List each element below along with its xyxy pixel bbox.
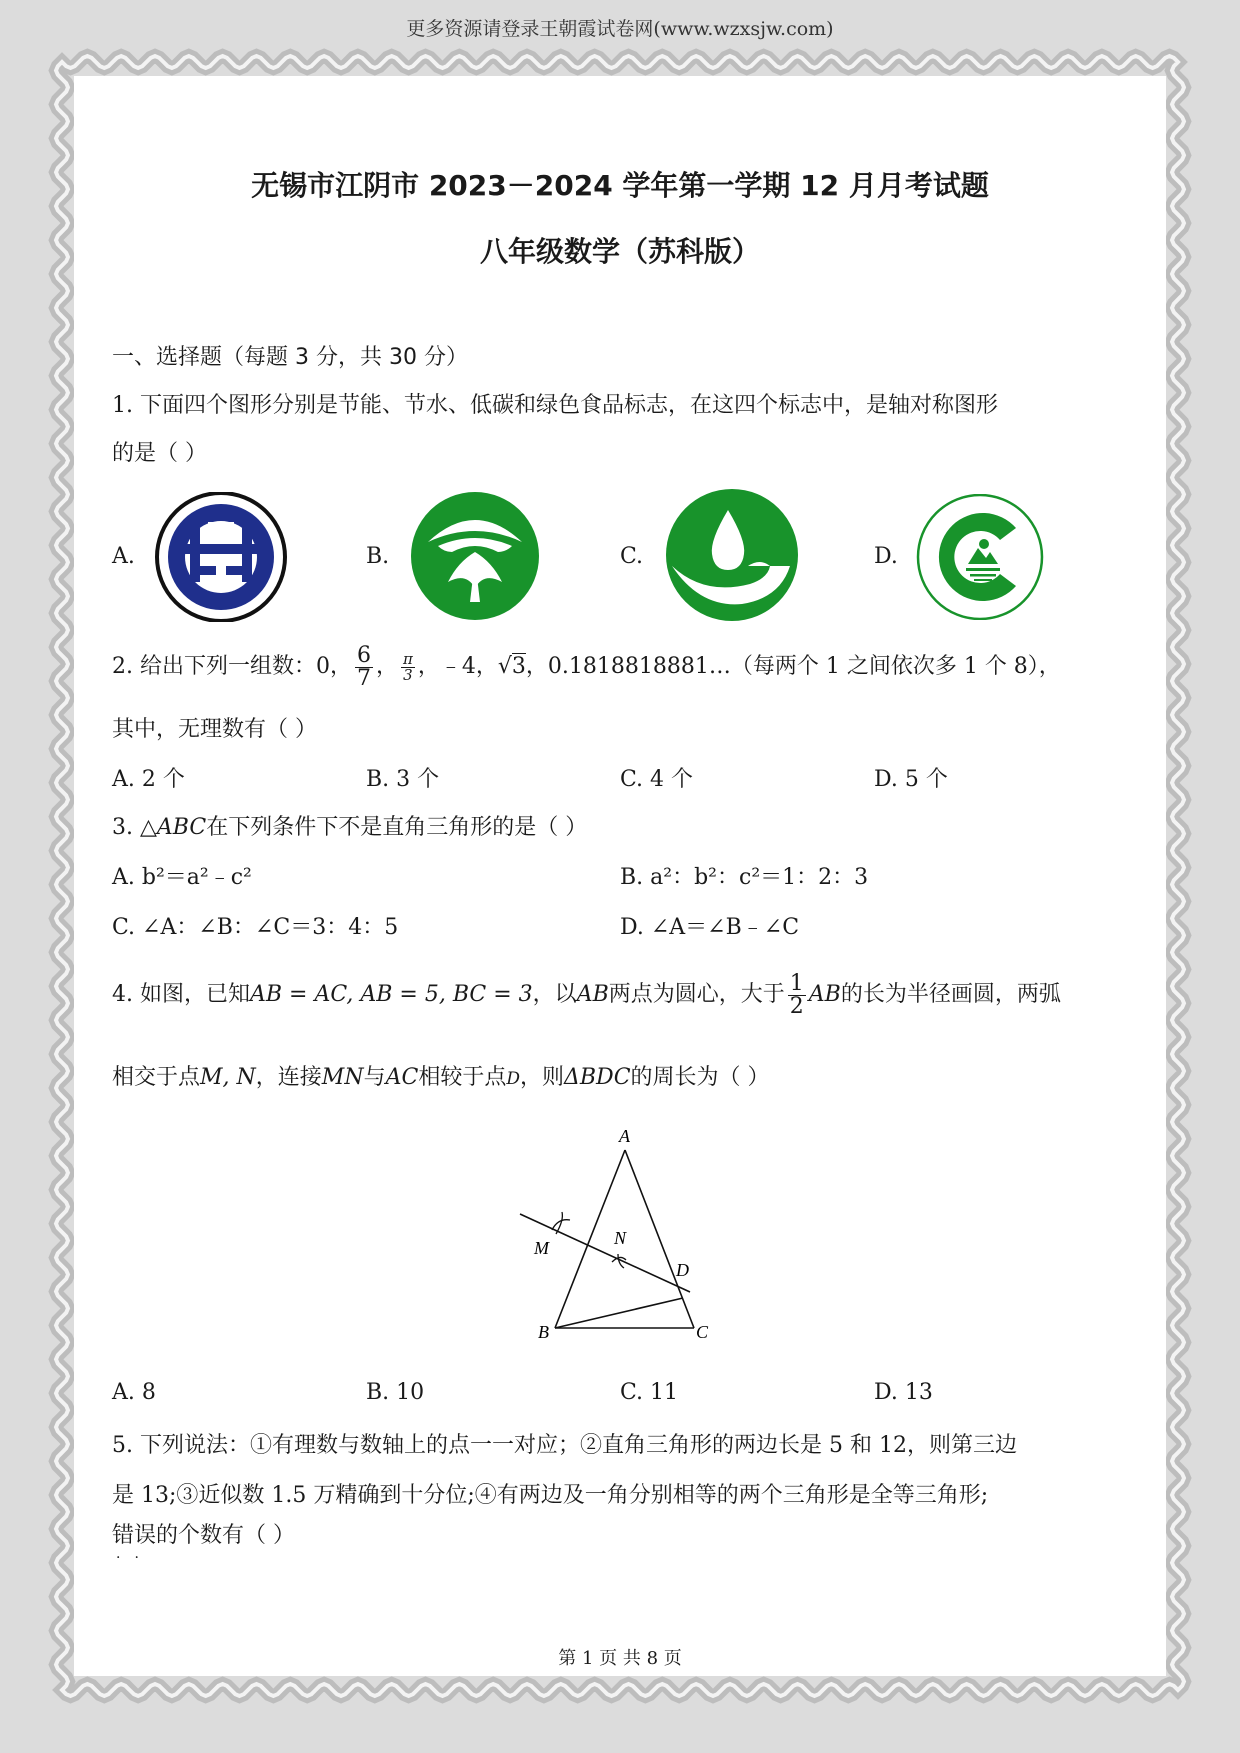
q4-l1-b: ，以 bbox=[532, 982, 577, 1007]
q4-triangle-figure bbox=[500, 1120, 740, 1350]
q5-line2: 是 13;③近似数 1.5 万精确到十分位;④有两边及一角分别相等的两个三角形是全等三角形; bbox=[112, 1483, 989, 1508]
q2-option-b: B. 3 个 bbox=[366, 767, 440, 792]
q3-num: 3. △ bbox=[112, 815, 157, 840]
page-footer: 第 1 页 共 8 页 bbox=[558, 1648, 682, 1669]
q5-line3: 错误的个数有（ ） bbox=[112, 1523, 295, 1548]
q4-l2-ac: AC bbox=[385, 1065, 419, 1090]
q3-option-b: B. a²：b²：c²＝1：2：3 bbox=[620, 865, 869, 890]
label-m: M bbox=[534, 1238, 549, 1258]
q3-option-d: D. ∠A＝∠B﹣∠C bbox=[620, 915, 800, 940]
q4-option-c: C. 11 bbox=[620, 1380, 679, 1405]
q2-option-d: D. 5 个 bbox=[874, 767, 948, 792]
q4-line2 bbox=[112, 1060, 770, 1091]
q2-frac1-denominator: 7 bbox=[356, 665, 371, 691]
q1-option-b-label: B. bbox=[366, 544, 390, 569]
q5-line1: 5. 下列说法：①有理数与数轴上的点一一对应；②直角三角形的两边长是 5 和 12，则第三边 bbox=[112, 1433, 1017, 1458]
q3-option-c: C. ∠A：∠B：∠C＝3：4：5 bbox=[112, 915, 399, 940]
q1-option-c-label: C. bbox=[620, 544, 644, 569]
green-food-logo bbox=[408, 490, 542, 622]
q4-l2-c: 与 bbox=[363, 1065, 386, 1090]
q2-stem: 2. 给出下列一组数：0， $\frac{6}{7}$ ， $\frac{\pi}{3}$ ，﹣4，√3，0.1818818881…（每两个 1 之间依次多 1 个 8）， bbox=[112, 642, 1061, 691]
low-carbon-logo bbox=[916, 494, 1044, 620]
q2-prefix: 2. 给出下列一组数：0， bbox=[112, 654, 352, 679]
q1-line1: 1. 下面四个图形分别是节能、节水、低碳和绿色食品标志，在这四个标志中，是轴对称图形 bbox=[112, 393, 998, 418]
page-title: 无锡市江阴市 2023－2024 学年第一学期 12 月月考试题 bbox=[251, 169, 989, 202]
q4-l1-d: 的长为半径画圆，两弧 bbox=[840, 982, 1061, 1007]
q2-frac2-numerator: π bbox=[403, 649, 413, 668]
label-b: B bbox=[538, 1322, 549, 1342]
q4-option-d: D. 13 bbox=[874, 1380, 933, 1405]
q2-fraction-six-sevenths bbox=[355, 642, 373, 691]
segment-bd bbox=[555, 1298, 683, 1328]
q4-line1 bbox=[112, 964, 1061, 1026]
q2-frac1-numerator: 6 bbox=[356, 642, 371, 668]
section-heading: 一、选择题（每题 3 分，共 30 分） bbox=[112, 345, 468, 370]
label-d: D bbox=[676, 1260, 689, 1280]
q4-l1-eq: AB = AC, AB = 5, BC = 3 bbox=[249, 982, 533, 1007]
label-n: N bbox=[614, 1228, 627, 1248]
q4-l2-tri: ΔBDC bbox=[564, 1065, 631, 1090]
page-subtitle: 八年级数学（苏科版） bbox=[479, 235, 760, 268]
q1-line2: 的是（ ） bbox=[112, 441, 207, 466]
q2-sqrt: √3 bbox=[497, 654, 526, 679]
q2-option-c: C. 4 个 bbox=[620, 767, 694, 792]
label-a: A bbox=[619, 1126, 630, 1146]
q4-option-b: B. 10 bbox=[366, 1380, 425, 1405]
label-c: C bbox=[696, 1322, 709, 1342]
q4-option-a: A. 8 bbox=[112, 1380, 156, 1405]
q4-l2-mn2: MN bbox=[321, 1065, 364, 1090]
q4-l1-a: 4. 如图，已知 bbox=[112, 982, 250, 1007]
q3-stem bbox=[112, 810, 587, 841]
emphasis-dots: ·· bbox=[116, 1550, 153, 1566]
q4-l1-c: 两点为圆心，大于 bbox=[608, 982, 785, 1007]
q4-half-fraction bbox=[788, 970, 806, 1019]
q4-l2-f: 的周长为（ ） bbox=[630, 1065, 770, 1090]
segment-ac bbox=[625, 1150, 694, 1328]
q2-mid: ，﹣4， bbox=[417, 654, 498, 679]
water-saving-logo bbox=[664, 488, 800, 622]
q4-l2-dp: D bbox=[506, 1069, 520, 1089]
q2-suffix: ，0.1818818881…（每两个 1 之间依次多 1 个 8）， bbox=[525, 654, 1061, 679]
q3-option-a: A. b²＝a²﹣c² bbox=[112, 865, 252, 890]
q2-fraction-pi-thirds bbox=[401, 649, 415, 684]
q4-l2-b: ，连接 bbox=[255, 1065, 322, 1090]
q4-half-numerator: 1 bbox=[789, 970, 804, 996]
q3-triangle: ABC bbox=[156, 815, 207, 840]
q2-frac2-denominator: 3 bbox=[401, 667, 415, 683]
energy-saving-logo bbox=[152, 492, 290, 622]
q4-l1-ab: AB bbox=[576, 982, 609, 1007]
q4-l1-ab2: AB bbox=[808, 982, 841, 1007]
q2-sqrt-arg: 3 bbox=[511, 654, 526, 679]
q4-l2-a: 相交于点 bbox=[112, 1065, 201, 1090]
q4-l2-d: 相较于点 bbox=[418, 1065, 507, 1090]
q4-half-denominator: 2 bbox=[789, 993, 804, 1019]
q4-l2-mn: M, N bbox=[200, 1065, 256, 1090]
q3-rest: 在下列条件下不是直角三角形的是（ ） bbox=[206, 815, 588, 840]
q1-option-a-label: A. bbox=[112, 544, 135, 569]
q4-l2-e: ，则 bbox=[519, 1065, 564, 1090]
q2-line2: 其中，无理数有（ ） bbox=[112, 717, 317, 742]
header-note: 更多资源请登录王朝霞试卷网(www.wzxsjw.com) bbox=[406, 18, 834, 40]
q2-option-a: A. 2 个 bbox=[112, 767, 185, 792]
q1-option-d-label: D. bbox=[874, 544, 898, 569]
